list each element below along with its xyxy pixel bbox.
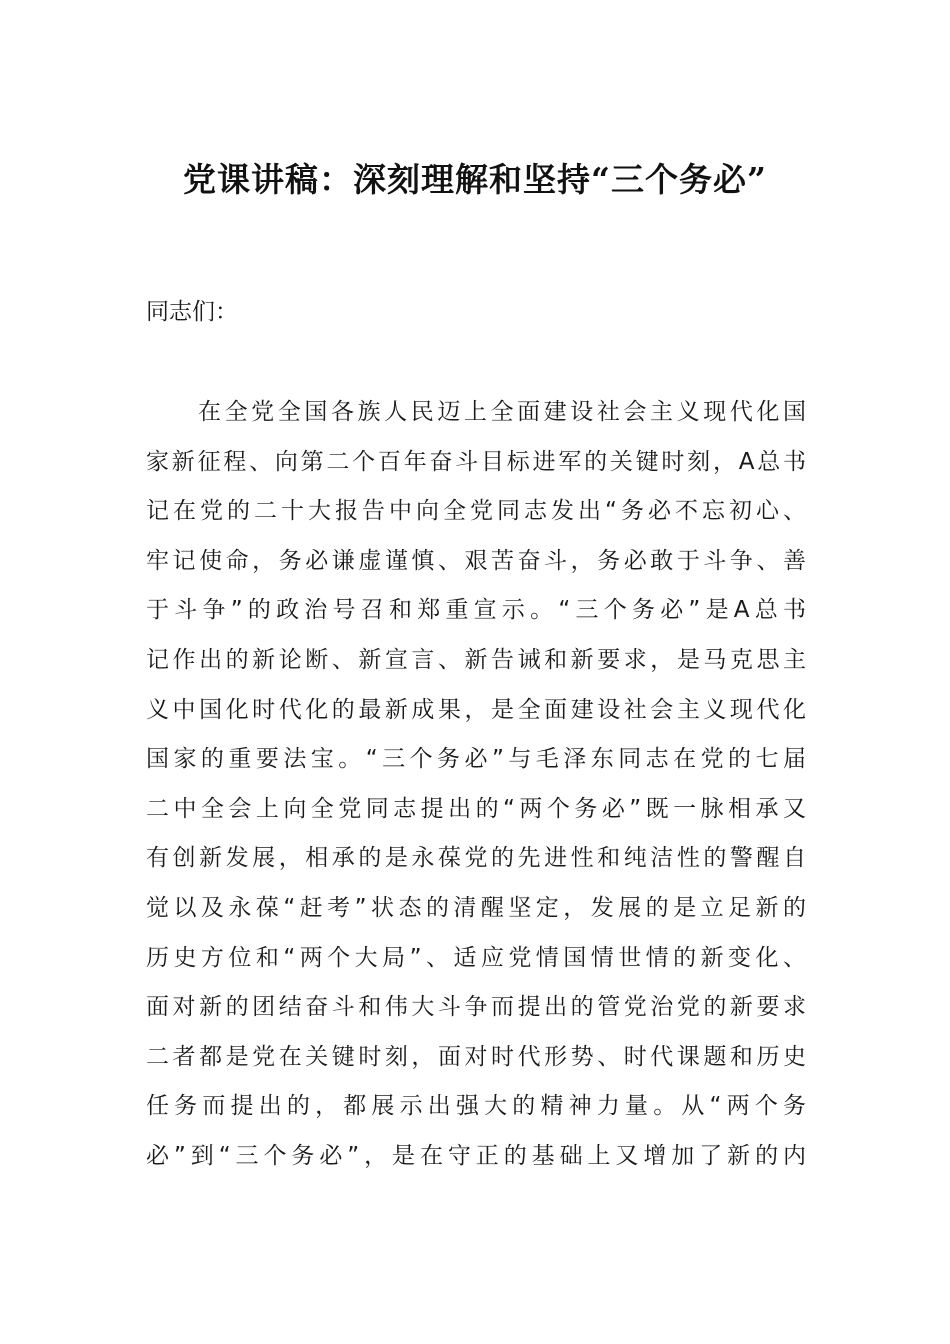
paragraph-line: 历史方位和“两个大局”、适应党情国情世情的新变化、 [146,944,806,971]
paragraph-line: 国家的重要法宝。“三个务必”与毛泽东同志在党的七届 [146,746,806,773]
paragraph-line: 记在党的二十大报告中向全党同志发出“务必不忘初心、 [146,498,806,525]
paragraph-line: 于斗争”的政治号召和郑重宣示。“三个务必”是A总书 [146,597,806,624]
paragraph-line: 二中全会上向全党同志提出的“两个务必”既一脉相承又 [146,795,806,822]
paragraph-line: 义中国化时代化的最新成果，是全面建设社会主义现代化 [146,696,806,723]
paragraph-line: 面对新的团结奋斗和伟大斗争而提出的管党治党的新要求 [146,994,806,1021]
paragraph-line: 记作出的新论断、新宣言、新告诫和新要求，是马克思主 [146,646,806,673]
salutation: 同志们： [146,299,238,325]
paragraph-line: 家新征程、向第二个百年奋斗目标进军的关键时刻，A总书 [146,448,806,475]
paragraph-line: 二者都是党在关键时刻，面对时代形势、时代课题和历史 [146,1043,806,1070]
document-title: 党课讲稿：深刻理解和坚持“三个务必” [183,160,767,199]
paragraph-line: 任务而提出的，都展示出强大的精神力量。从“两个务 [146,1093,806,1120]
paragraph-line: 有创新发展，相承的是永葆党的先进性和纯洁性的警醒自 [146,845,806,872]
paragraph-line: 在全党全国各族人民迈上全面建设社会主义现代化国 [198,399,806,425]
paragraph-line: 觉以及永葆“赶考”状态的清醒坚定，发展的是立足新的 [146,894,806,921]
paragraph-line: 牢记使命，务必谦虚谨慎、艰苦奋斗，务必敢于斗争、善 [146,547,806,574]
paragraph-line: 必”到“三个务必”，是在守正的基础上又增加了新的内 [146,1142,806,1169]
body-paragraph [146,388,806,1182]
